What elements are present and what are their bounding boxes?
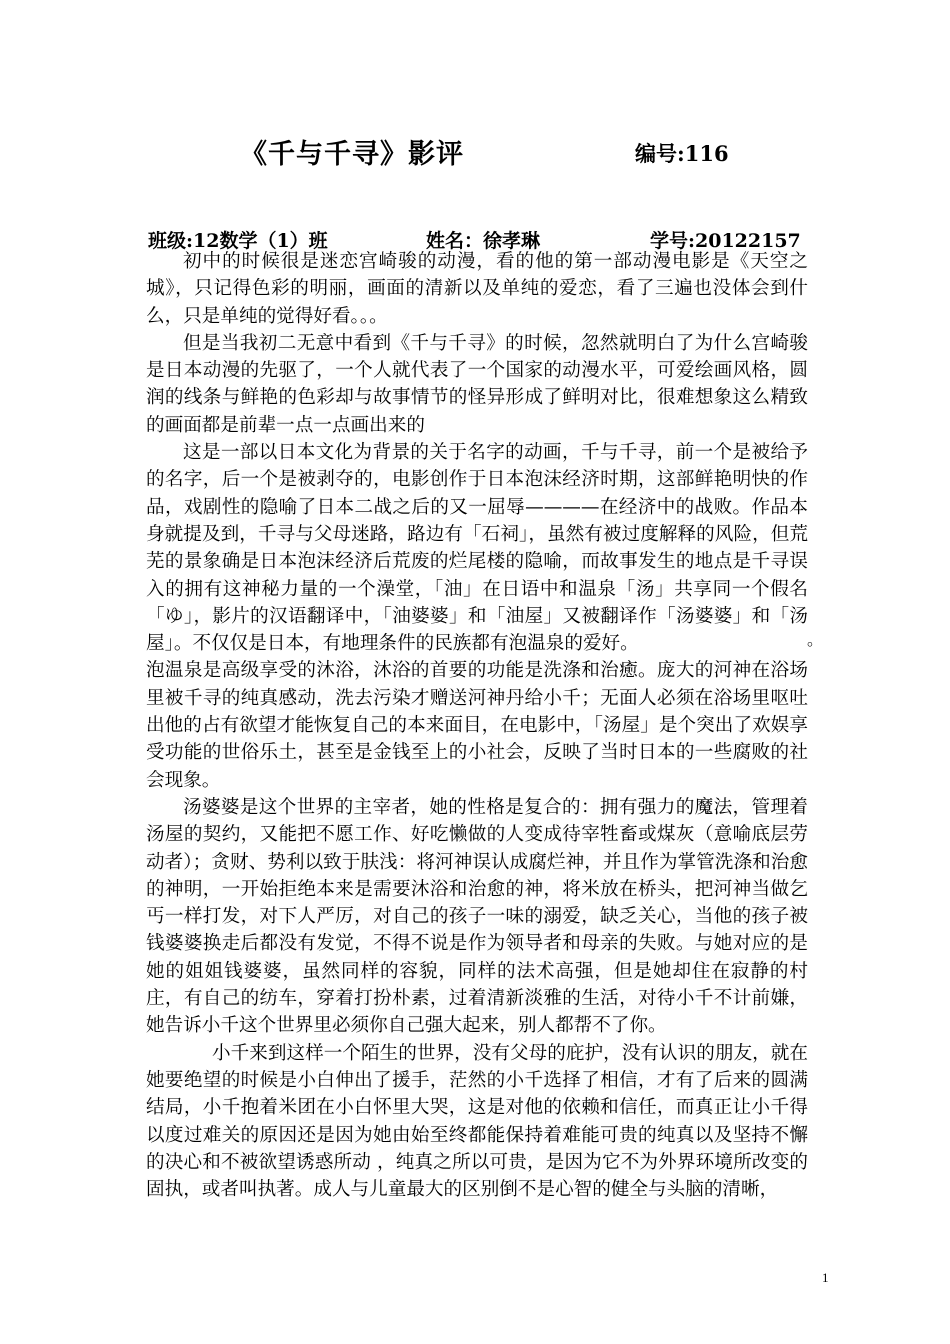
student-name: 姓名：徐孝琳 <box>426 230 541 252</box>
paragraph-6: 小千来到这样一个陌生的世界，没有父母的庇护，没有认识的朋友，就在她要绝望的时候是小白伸出了援手，茫然的小千选择了相信，才有了后来的圆满结局，小千抱着米团在小白怀里大哭，这是对他的依赖和信任，而真正让小千得以度过难关的原因还是因为她由始至终都能保持着难能可贵的纯真以及坚持不懈的决心和不被欲望诱惑所动 ，纯真之所以可贵，是因为它不为外界环境所改变的固执，或者叫执著。成人与儿童最大的区别倒不是心智的健全与头脑的清晰， <box>146 1042 808 1201</box>
stray-punctuation: 。 <box>807 630 824 649</box>
student-class: 班级:12数学（1）班 <box>148 230 328 252</box>
document-title: 《千与千寻》影评 <box>240 139 464 170</box>
paragraph-1: 初中的时候很是迷恋宫崎骏的动漫，看的他的第一部动漫电影是《天空之城》，只记得色彩的明丽，画面的清新以及单纯的爱恋，看了三遍也没体会到什么，只是单纯的觉得好看。。。 <box>146 251 808 327</box>
review-body <box>146 248 808 1203</box>
paragraph-5: 汤婆婆是这个世界的主宰者，她的性格是复合的：拥有强力的魔法，管理着汤屋的契约，又能把不愿工作、好吃懒做的人变成待宰牲畜或煤灰（意喻底层劳动者）；贪财、势利以致于肤浅：将河神误认成腐烂神，并且作为掌管洗涤和治愈的神明，一开始拒绝本来是需要沐浴和治愈的神，将米放在桥头，把河神当做乞丐一样打发，对下人严厉，对自己的孩子一味的溺爱，缺乏关心，当他的孩子被钱婆婆换走后都没有发觉，不得不说是作为领导者和母亲的失败。与她对应的是她的姐姐钱婆婆，虽然同样的容貌，同样的法术高强，但是她却住在寂静的村庄，有自己的纺车，穿着打扮朴素，过着清新淡雅的生活，对待小千不计前嫌，她告诉小千这个世界里必须你自己强大起来，别人都帮不了你。 <box>146 796 808 1037</box>
title-row <box>240 132 760 176</box>
document-number: 编号:116 <box>635 141 729 166</box>
paragraph-4: 泡温泉是高级享受的沐浴，沐浴的首要的功能是洗涤和治癒。庞大的河神在浴场里被千寻的纯真感动，洗去污染才赠送河神丹给小千；无面人必须在浴场里呕吐出他的占有欲望才能恢复自己的本来面目，在电影中，「汤屋」是个突出了欢娱享受功能的世俗乐土，甚至是金钱至上的小社会，反映了当时日本的一些腐败的社会现象。 <box>146 660 808 791</box>
student-id: 学号:20122157 <box>650 230 801 252</box>
paragraph-3: 这是一部以日本文化为背景的关于名字的动画，千与千寻，前一个是被给予的名字，后一个是被剥夺的，电影创作于日本泡沫经济时期，这部鲜艳明快的作品，戏剧性的隐喻了日本二战之后的又一屈辱————在经济中的战败。作品本身就提及到，千寻与父母迷路，路边有「石祠」，虽然有被过度解释的风险，但荒芜的景象确是日本泡沫经济后荒废的烂尾楼的隐喻，而故事发生的地点是千寻误入的拥有这神秘力量的一个澡堂，「油」在日语中和温泉「汤」共享同一个假名「ゆ」，影片的汉语翻译中，「油婆婆」和「油屋」又被翻译作「汤婆婆」和「汤屋」。不仅仅是日本，有地理条件的民族都有泡温泉的爱好。 <box>146 442 808 655</box>
page-number: 1 <box>822 1270 829 1285</box>
paragraph-2: 但是当我初二无意中看到《千与千寻》的时候，忽然就明白了为什么宫崎骏是日本动漫的先驱了，一个人就代表了一个国家的动漫水平，可爱绘画风格，圆润的线条与鲜艳的色彩却与故事情节的怪异形成了鲜明对比，很难想象这么精致的画面都是前辈一点一点画出来的 <box>146 332 808 436</box>
